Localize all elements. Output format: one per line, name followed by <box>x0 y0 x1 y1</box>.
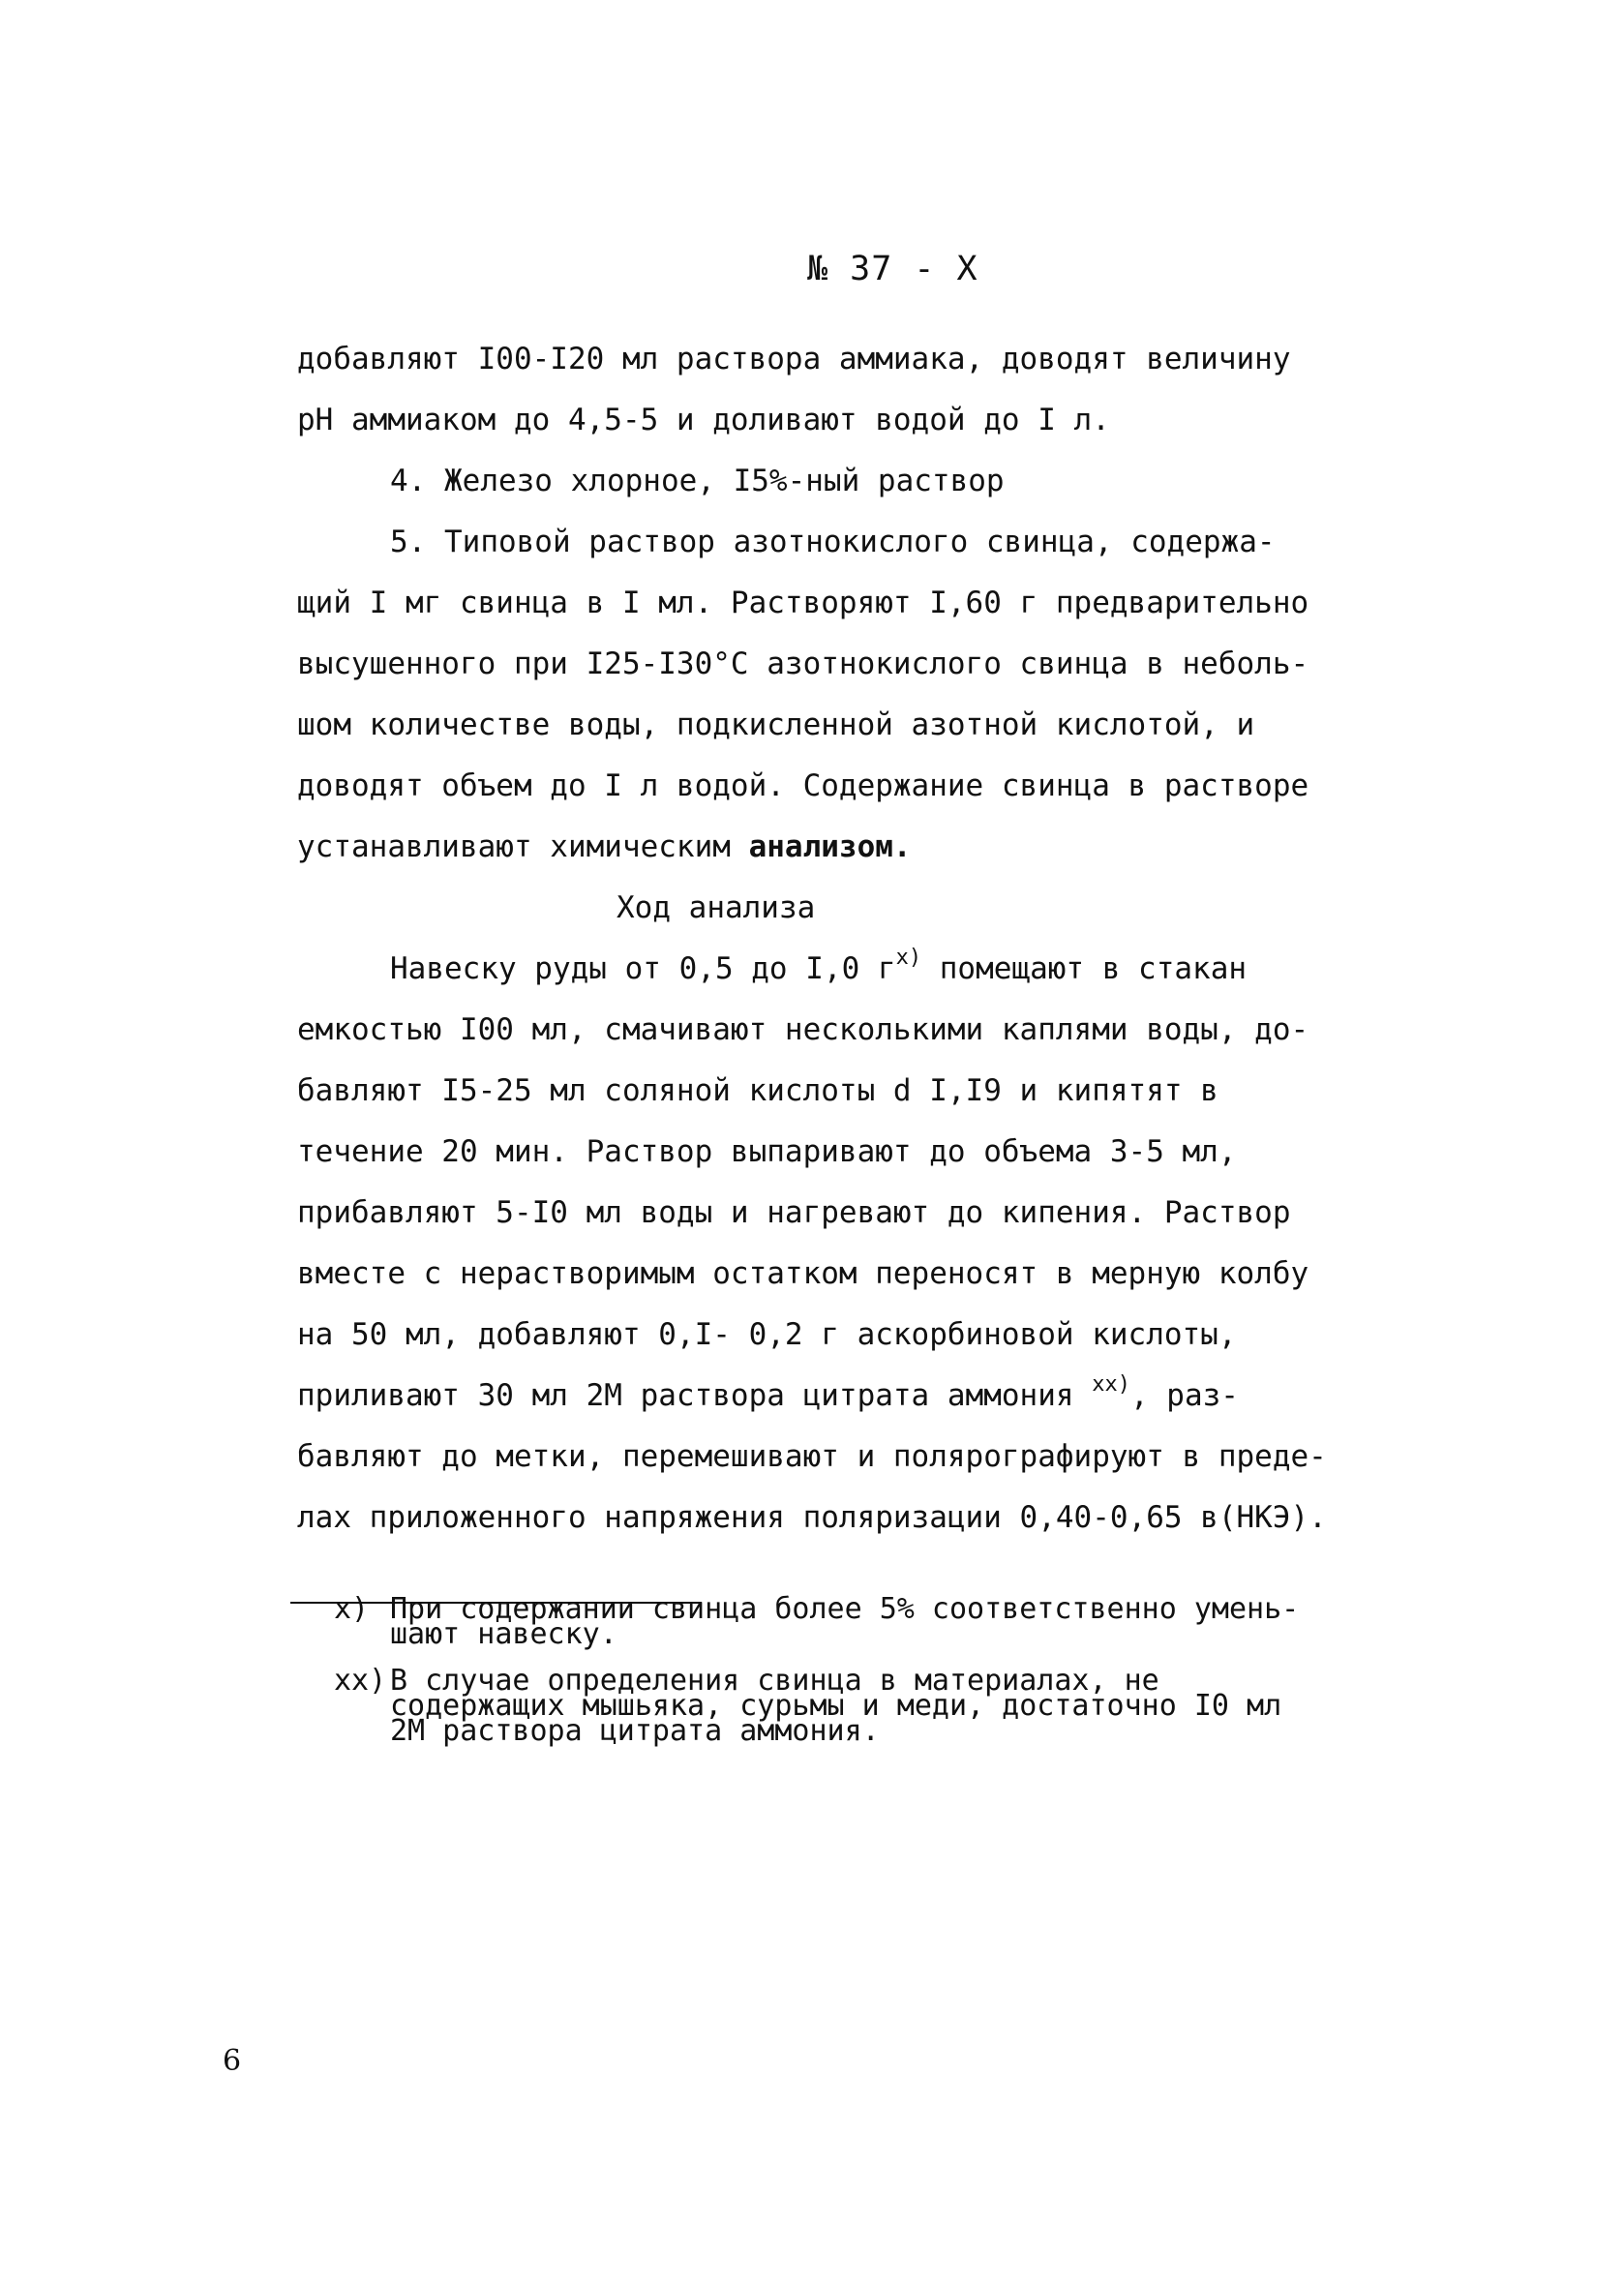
text-line: доводят объем до I л водой. Содержание свинца в растворе <box>297 768 1309 803</box>
bold-text: анализом. <box>748 829 912 864</box>
footnote-text <box>390 1664 1360 1748</box>
text-line <box>297 817 1362 878</box>
footnote-line: При содержании свинца более 5% соответственно умень- <box>390 1592 1300 1626</box>
footnote-line: В случае определения свинца в материалах, не <box>390 1664 1159 1698</box>
footnote-mark: xx) <box>334 1664 387 1698</box>
footnote-mark: x) <box>334 1592 370 1626</box>
footnote-line: содержащих мышьяка, сурьмы и меди, достаточно I0 мл <box>390 1689 1282 1723</box>
text-line: течение 20 мин. Раствор выпаривают до объема 3-5 мл, <box>297 1134 1237 1169</box>
text-segment: помещают в стакан <box>921 951 1248 986</box>
list-item-4: 4. Железо хлорное, I5%-ный раствор <box>390 464 1005 498</box>
footnote-text <box>390 1592 1360 1651</box>
footnote-ref: x) <box>895 945 922 970</box>
section-heading: Ход анализа <box>617 890 816 925</box>
text-segment: устанавливают химическим <box>297 829 749 864</box>
footnotes <box>334 1592 1360 1765</box>
list-item-5: 5. Типовой раствор азотнокислого свинца, содержа- <box>390 525 1276 559</box>
text-line: щий I мг свинца в I мл. Растворяют I,60 г предварительно <box>297 586 1309 620</box>
text-line: емкостью I00 мл, смачивают несколькими каплями воды, до- <box>297 1012 1309 1047</box>
footnote-ref: xx) <box>1092 1371 1130 1397</box>
body-text <box>297 329 1362 1549</box>
text-line: прибавляют 5-I0 мл воды и нагревают до кипения. Раствор <box>297 1195 1291 1230</box>
page-number: 6 <box>223 2044 242 2078</box>
text-line: на 50 мл, добавляют 0,I- 0,2 г аскорбиновой кислоты, <box>297 1317 1237 1352</box>
text-line: рН аммиаком до 4,5-5 и доливают водой до I л. <box>297 403 1110 437</box>
document-header: № 37 - X <box>807 250 978 288</box>
text-segment: , раз- <box>1129 1378 1239 1413</box>
text-line: лах приложенного напряжения поляризации 0,40-0,65 в(НКЭ). <box>297 1500 1327 1535</box>
text-line: высушенного при I25-I30°С азотнокислого свинца в неболь- <box>297 647 1309 681</box>
text-line <box>297 1366 1362 1427</box>
footnote-line: шают навеску. <box>390 1617 617 1651</box>
text-line: добавляют I00-I20 мл раствора аммиака, доводят величину <box>297 342 1291 376</box>
footnote <box>334 1664 1360 1748</box>
footnote-line: 2М раствора цитрата аммония. <box>390 1714 880 1748</box>
footnote <box>334 1592 1360 1651</box>
text-line: бавляют до метки, перемешивают и полярографируют в преде- <box>297 1439 1327 1474</box>
text-segment: Навеску руды от 0,5 до I,0 г <box>390 951 896 986</box>
text-segment: приливают 30 мл 2М раствора цитрата аммония <box>297 1378 1093 1413</box>
text-line: бавляют I5-25 мл соляной кислоты d I,I9 и кипятят в <box>297 1073 1218 1108</box>
text-line <box>297 939 1362 1000</box>
text-line: шом количестве воды, подкисленной азотной кислотой, и <box>297 707 1255 742</box>
text-line: вместе с нерастворимым остатком переносят в мерную колбу <box>297 1256 1309 1291</box>
